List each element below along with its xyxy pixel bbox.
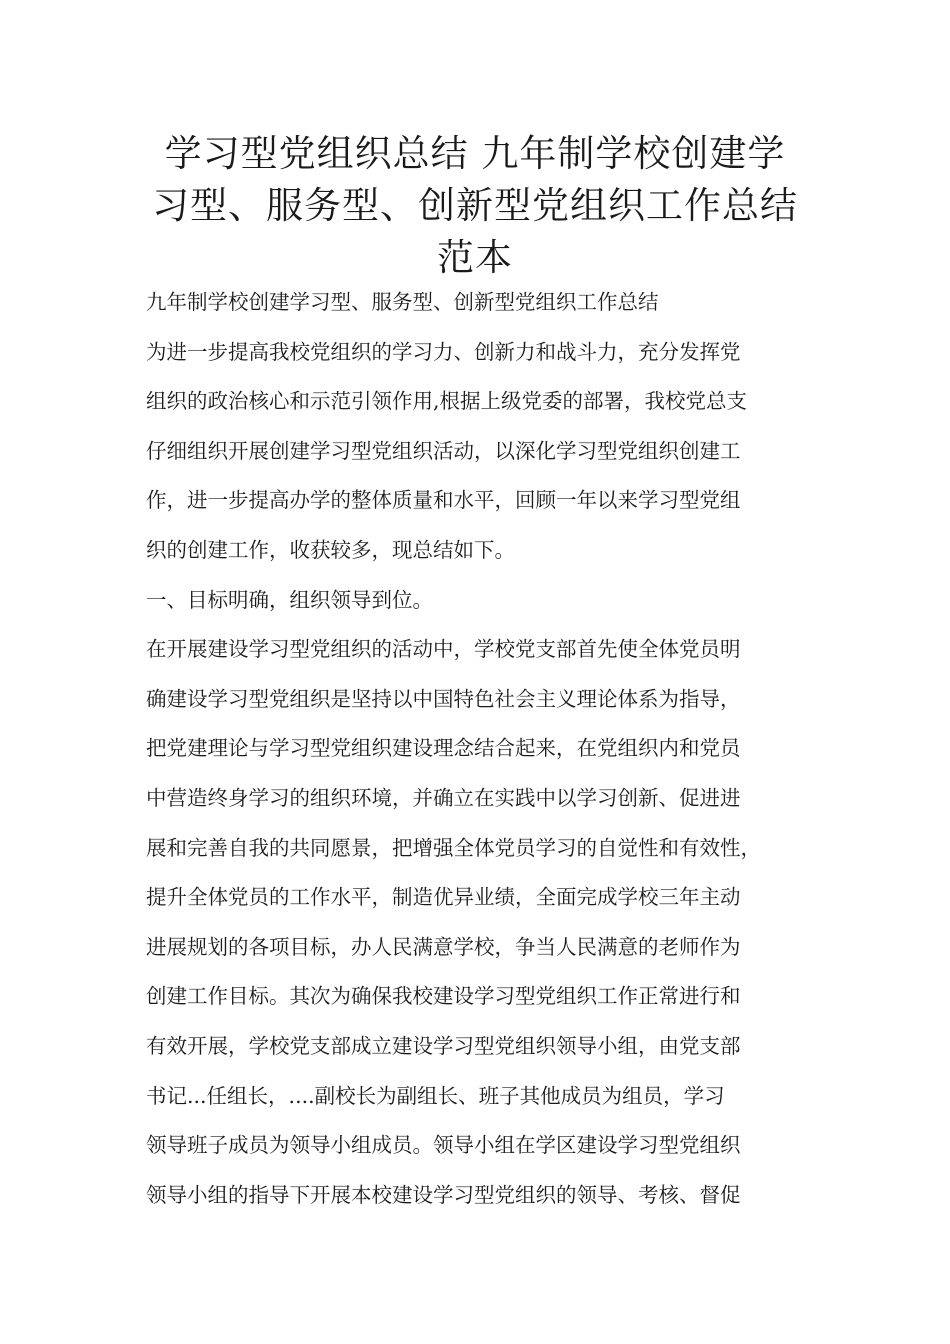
body-text-line: 在开展建设学习型党组织的活动中，学校党支部首先使全体党员明 (146, 637, 741, 661)
document-title (120, 128, 830, 284)
section-heading: 一、目标明确，组织领导到位。 (146, 588, 433, 612)
body-text-line: 确建设学习型党组织是坚持以中国特色社会主义理论体系为指导， (146, 687, 741, 711)
body-text-line: 进展规划的各项目标，办人民满意学校，争当人民满意的老师作为 (146, 935, 741, 959)
body-text-line: 中营造终身学习的组织环境，并确立在实践中以学习创新、促进进 (146, 786, 741, 810)
body-text-line: 书记...任组长，....副校长为副组长、班子其他成员为组员，学习 (146, 1084, 725, 1108)
title-line: 范本 (437, 236, 513, 279)
title-line: 习型、服务型、创新型党组织工作总结 (152, 184, 798, 227)
body-text-line: 为进一步提高我校党组织的学习力、创新力和战斗力，充分发挥党 (146, 340, 741, 364)
body-text-line: 有效开展，学校党支部成立建设学习型党组织领导小组，由党支部 (146, 1034, 741, 1058)
body-text-line: 领导班子成员为领导小组成员。领导小组在学区建设学习型党组织 (146, 1133, 741, 1157)
body-text-line: 展和完善自我的共同愿景，把增强全体党员学习的自觉性和有效性， (146, 836, 761, 860)
body-text-line: 领导小组的指导下开展本校建设学习型党组织的领导、考核、督促 (146, 1183, 741, 1207)
body-text-line: 把党建理论与学习型党组织建设理念结合起来，在党组织内和党员 (146, 736, 741, 760)
subtitle-line: 九年制学校创建学习型、服务型、创新型党组织工作总结 (146, 290, 659, 314)
body-text-line: 创建工作目标。其次为确保我校建设学习型党组织工作正常进行和 (146, 984, 741, 1008)
body-text-line: 织的创建工作，收获较多，现总结如下。 (146, 538, 515, 562)
body-text-line: 组织的政治核心和示范引领作用,根据上级党委的部署，我校党总支 (146, 389, 748, 413)
title-line: 学习型党组织总结 九年制学校创建学 (164, 132, 786, 175)
body-text-line: 仔细组织开展创建学习型党组织活动，以深化学习型党组织创建工 (146, 439, 741, 463)
body-text-line: 提升全体党员的工作水平，制造优异业绩，全面完成学校三年主动 (146, 885, 741, 909)
body-text-line: 作，进一步提高办学的整体质量和水平，回顾一年以来学习型党组 (146, 488, 741, 512)
